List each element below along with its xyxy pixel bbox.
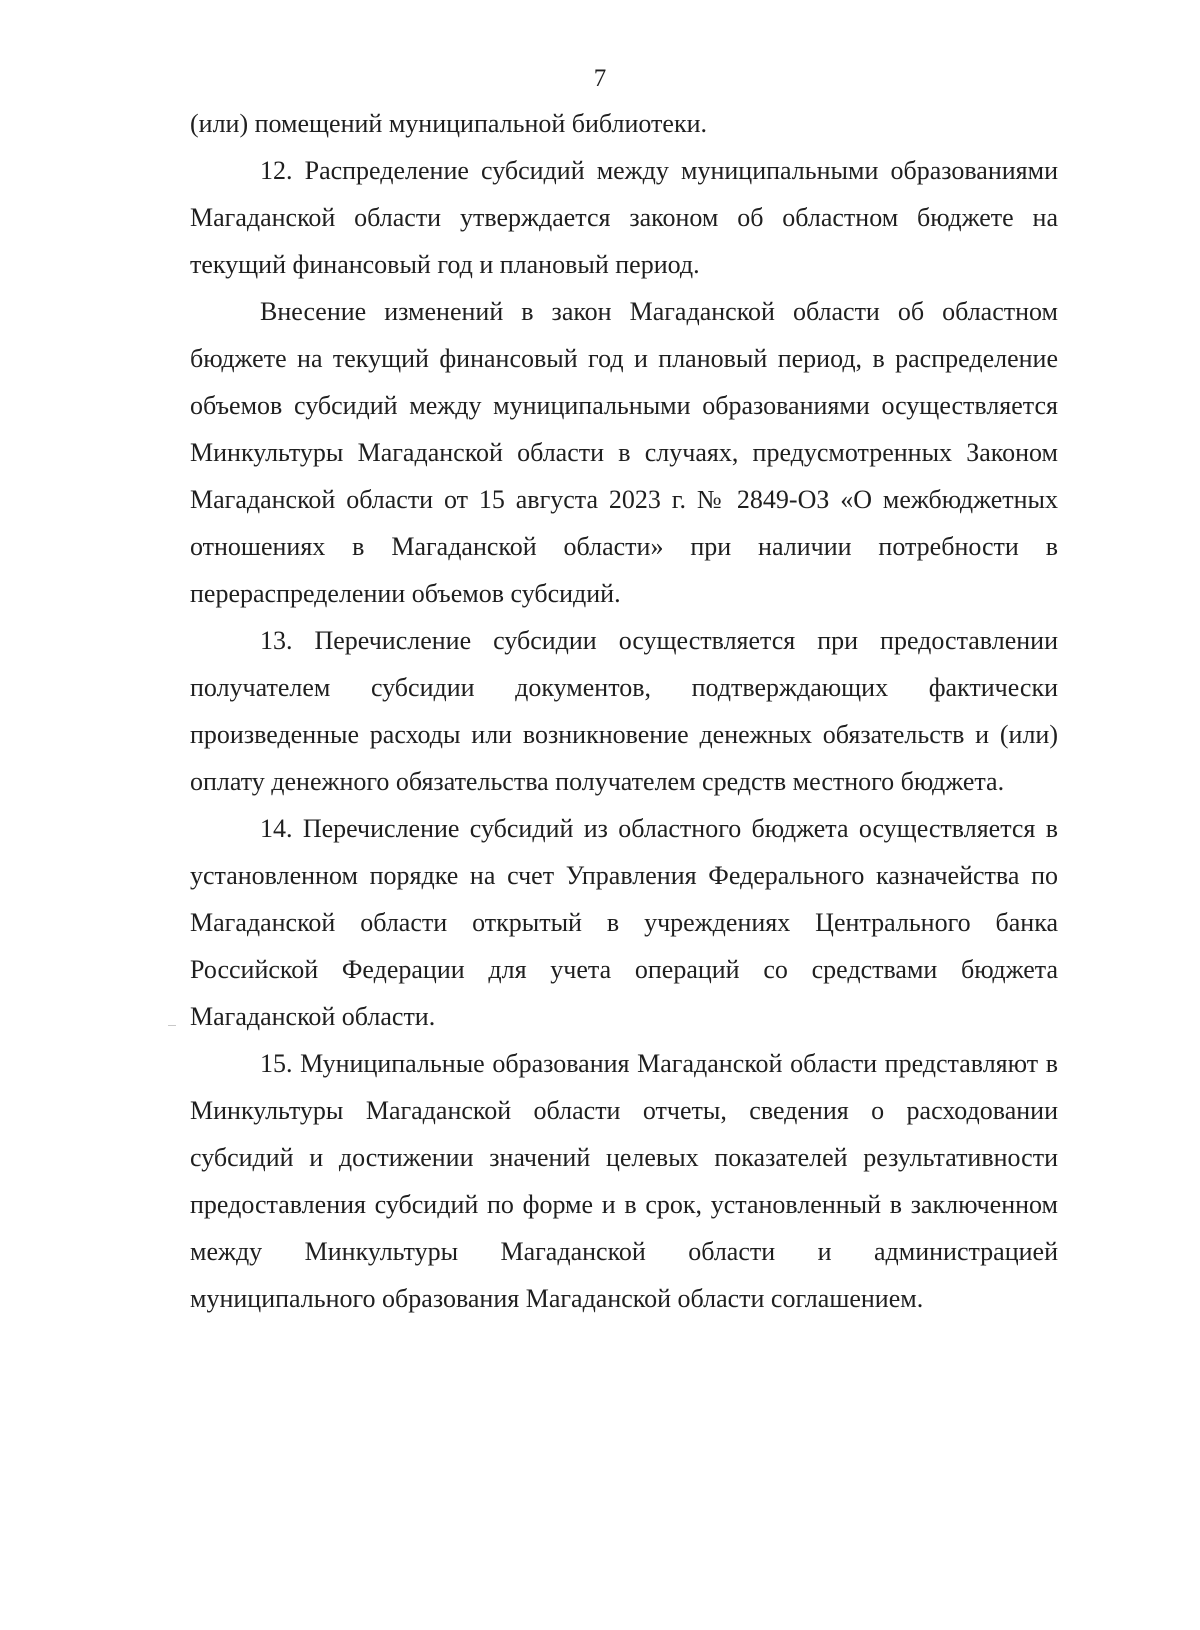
paragraph-14: 14. Перечисление субсидий из областного бюджета осуществляется в установленном порядке на счет Управления Федерального казначейства по Магаданской области открытый в учреждениях Центрального банка Российской Федерации для учета операций со средствами бюджета Магаданской области.: [190, 814, 1058, 1031]
paragraph-continuation: (или) помещений муниципальной библиотеки.: [190, 109, 708, 138]
document-body: [190, 100, 1058, 1322]
paragraph-12: 12. Распределение субсидий между муниципальными образованиями Магаданской области утверждается законом об областном бюджете на текущий финансовый год и плановый период.: [190, 156, 1058, 279]
paragraph-15: 15. Муниципальные образования Магаданской области представляют в Минкультуры Магаданской области отчеты, сведения о расходовании субсидий и достижении значений целевых показателей результативности предоставления субсидий по форме и в срок, установленный в заключенном между Минкультуры Магаданской области и администрацией муниципального образования Магаданской области соглашением.: [190, 1049, 1058, 1313]
page-number: 7: [593, 65, 607, 92]
paragraph-13: 13. Перечисление субсидии осуществляется при предоставлении получателем субсидии документов, подтверждающих фактически произведенные расходы или возникновение денежных обязательств и (или) оплату денежного обязательства получателем средств местного бюджета.: [190, 626, 1058, 796]
scan-artifact: [168, 1025, 176, 1026]
paragraph-12-amendments: Внесение изменений в закон Магаданской области об областном бюджете на текущий финансовый год и плановый период, в распределение объемов субсидий между муниципальными образованиями осуществляется Минкультуры Магаданской области в случаях, предусмотренных Законом Магаданской области от 15 августа 2023 г. № 2849-ОЗ «О межбюджетных отношениях в Магаданской области» при наличии потребности в перераспределении объемов субсидий.: [190, 297, 1058, 608]
